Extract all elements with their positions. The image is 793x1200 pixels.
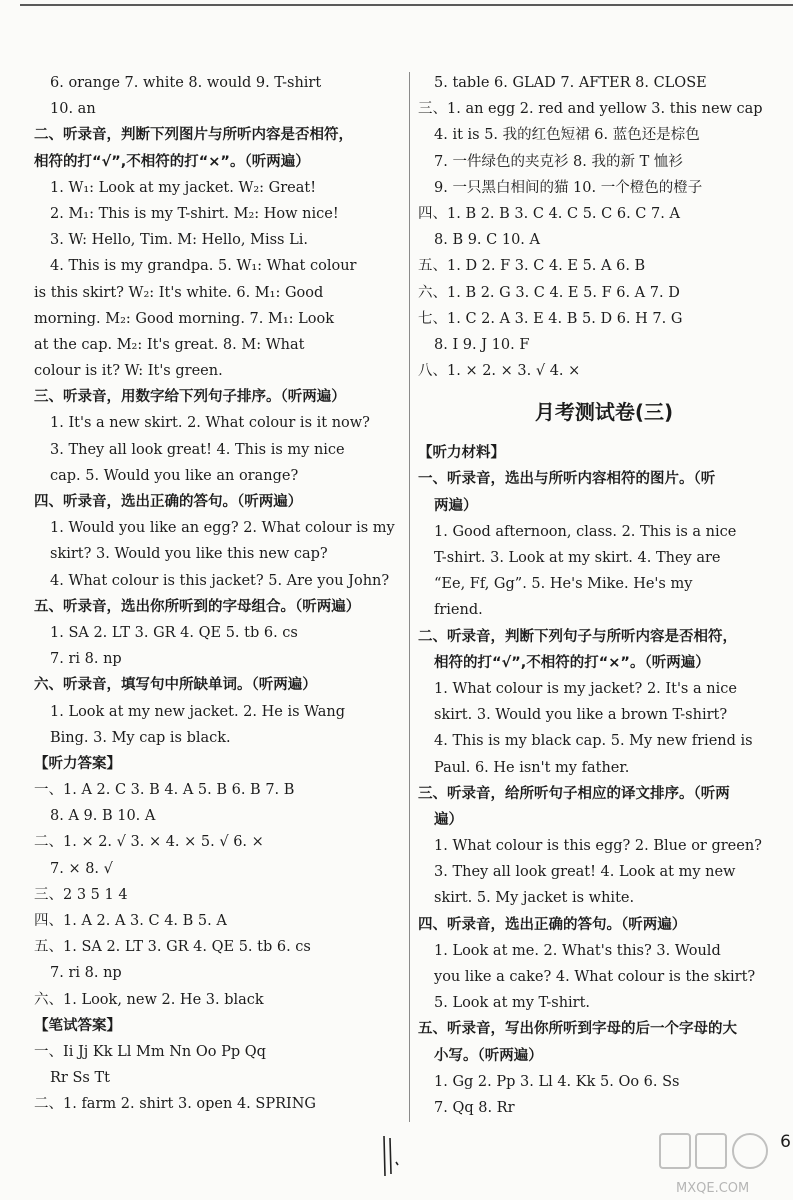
right-line: 五、1. D 2. F 3. C 4. E 5. A 6. B [418, 258, 646, 275]
left-line: 3. They all look great! 4. This is my nice [50, 441, 345, 458]
right-line: 1. Good afternoon, class. 2. This is a nice [434, 523, 737, 540]
right-line: skirt. 3. Would you like a brown T-shirt? [434, 707, 728, 724]
top-rule [20, 4, 793, 6]
left-line: 六、1. Look, new 2. He 3. black [34, 991, 264, 1008]
right-line: 9. 一只黑白相间的猫 10. 一个橙色的橙子 [434, 179, 703, 196]
right-line: 遍） [434, 811, 463, 828]
right-line: 4. This is my black cap. 5. My new friend is [434, 733, 753, 750]
right-line: 一、听录音，选出与所听内容相符的图片。（听 [418, 471, 716, 488]
left-line: 四、1. A 2. A 3. C 4. B 5. A [34, 913, 227, 929]
left-line: 相符的打“√”,不相符的打“×”。（听两遍） [34, 153, 310, 170]
right-line: you like a cake? 4. What colour is the skirt? [434, 969, 756, 985]
handwritten-mark [378, 1132, 404, 1182]
page-number: 6 [780, 1132, 791, 1152]
left-line: 五、1. SA 2. LT 3. GR 4. QE 5. tb 6. cs [34, 939, 311, 956]
right-line: 二、听录音，判断下列句子与所听内容是否相符， [418, 628, 737, 645]
left-line: 1. It's a new skirt. 2. What colour is it now? [50, 415, 370, 432]
left-line: 二、1. × 2. √ 3. × 4. × 5. √ 6. × [34, 834, 264, 851]
left-line: 1. SA 2. LT 3. GR 4. QE 5. tb 6. cs [50, 624, 298, 641]
left-line: 一、1. A 2. C 3. B 4. A 5. B 6. B 7. B [34, 782, 295, 799]
right-column [418, 70, 790, 1121]
left-line: 6. orange 7. white 8. would 9. T-shirt [50, 75, 322, 91]
left-line: 三、听录音，用数字给下列句子排序。（听两遍） [34, 389, 346, 406]
right-line: 四、听录音，选出正确的答句。（听两遍） [418, 916, 687, 933]
right-line: 3. They all look great! 4. Look at my new [434, 864, 736, 881]
left-line: 1. W₁: Look at my jacket. W₂: Great! [50, 179, 317, 196]
right-line: 5. table 6. GLAD 7. AFTER 8. CLOSE [434, 75, 707, 91]
left-line: 7. ri 8. np [50, 651, 122, 668]
left-line: 4. What colour is this jacket? 5. Are you John? [50, 572, 390, 589]
left-line: 1. Look at my new jacket. 2. He is Wang [50, 703, 346, 720]
left-line: at the cap. M₂: It's great. 8. M: What [34, 336, 305, 353]
left-line: 一、Ii Jj Kk Ll Mm Nn Oo Pp Qq [34, 1043, 266, 1060]
left-line: is this skirt? W₂: It's white. 6. M₁: Good [34, 284, 324, 301]
right-line: Paul. 6. He isn't my father. [434, 759, 630, 776]
left-line: 7. ri 8. np [50, 965, 122, 982]
left-line: 4. This is my grandpa. 5. W₁: What colour [50, 258, 357, 275]
right-line: 1. What colour is this egg? 2. Blue or green? [434, 838, 762, 855]
right-line: 四、1. B 2. B 3. C 4. C 5. C 6. C 7. A [418, 205, 680, 222]
right-line: friend. [434, 602, 483, 619]
left-line: 四、听录音，选出正确的答句。（听两遍） [34, 494, 303, 510]
right-line: T-shirt. 3. Look at my skirt. 4. They are [434, 550, 721, 566]
right-line: skirt. 5. My jacket is white. [434, 890, 635, 907]
column-divider [409, 72, 410, 1122]
right-line: 8. B 9. C 10. A [434, 232, 540, 249]
right-line: 三、1. an egg 2. red and yellow 3. this new cap [418, 101, 763, 118]
right-line: 六、1. B 2. G 3. C 4. E 5. F 6. A 7. D [418, 284, 680, 301]
left-line: 2. M₁: This is my T-shirt. M₂: How nice! [50, 205, 339, 222]
left-line: cap. 5. Would you like an orange? [50, 467, 299, 484]
right-line: 三、听录音，给所听句子相应的译文排序。（听两 [418, 785, 730, 802]
left-line: 7. × 8. √ [50, 860, 113, 877]
left-line: Bing. 3. My cap is black. [50, 729, 231, 746]
left-line: 【听力答案】 [34, 755, 121, 772]
left-line: Rr Ss Tt [50, 1070, 110, 1087]
right-line: 8. I 9. J 10. F [434, 336, 530, 353]
left-line: morning. M₂: Good morning. 7. M₁: Look [34, 310, 335, 327]
right-line: 小写。（听两遍） [434, 1047, 543, 1064]
right-line: 七、1. C 2. A 3. E 4. B 5. D 6. H 7. G [418, 310, 683, 327]
right-line: 4. it is 5. 我的红色短裙 6. 蓝色还是棕色 [434, 127, 700, 144]
svg-text:MXQE.COM: MXQE.COM [676, 1181, 750, 1196]
left-line: 三、2 3 5 1 4 [34, 886, 128, 903]
left-column [34, 70, 404, 1118]
left-line: 3. W: Hello, Tim. M: Hello, Miss Li. [50, 232, 308, 249]
right-line: 八、1. × 2. × 3. √ 4. × [418, 363, 581, 380]
left-line: 8. A 9. B 10. A [50, 808, 156, 825]
left-line: 五、听录音，选出你所听到的字母组合。（听两遍） [34, 598, 361, 615]
right-line: 1. Look at me. 2. What's this? 3. Would [434, 942, 721, 959]
right-line: 7. Qq 8. Rr [434, 1099, 515, 1116]
left-line: 六、听录音，填写句中所缺单词。（听两遍） [34, 677, 317, 694]
section-title: 月考测试卷(三) [534, 400, 674, 425]
left-line: skirt? 3. Would you like this new cap? [50, 546, 328, 563]
right-line: 五、听录音，写出你所听到字母的后一个字母的大 [418, 1021, 737, 1038]
right-line: 两遍） [434, 497, 478, 514]
right-line: 相符的打“√”,不相符的打“×”。（听两遍） [434, 654, 710, 671]
right-line: 7. 一件绿色的夹克衫 8. 我的新 T 恤衫 [434, 153, 683, 170]
left-line: 二、听录音，判断下列图片与所听内容是否相符， [34, 127, 353, 144]
right-line: 1. What colour is my jacket? 2. It's a nice [434, 680, 737, 697]
watermark-logo [656, 1130, 793, 1200]
right-line: 【听力材料】 [418, 445, 505, 462]
left-line: 10. an [50, 101, 96, 118]
right-line: 5. Look at my T-shirt. [434, 995, 591, 1012]
left-line: 二、1. farm 2. shirt 3. open 4. SPRING [34, 1096, 317, 1113]
right-line: “Ee, Ff, Gg”. 5. He's Mike. He's my [434, 576, 693, 593]
left-line: colour is it? W: It's green. [34, 363, 223, 380]
left-line: 1. Would you like an egg? 2. What colour is my [50, 520, 395, 537]
left-line: 【笔试答案】 [34, 1017, 121, 1034]
right-line: 1. Gg 2. Pp 3. Ll 4. Kk 5. Oo 6. Ss [434, 1073, 680, 1090]
